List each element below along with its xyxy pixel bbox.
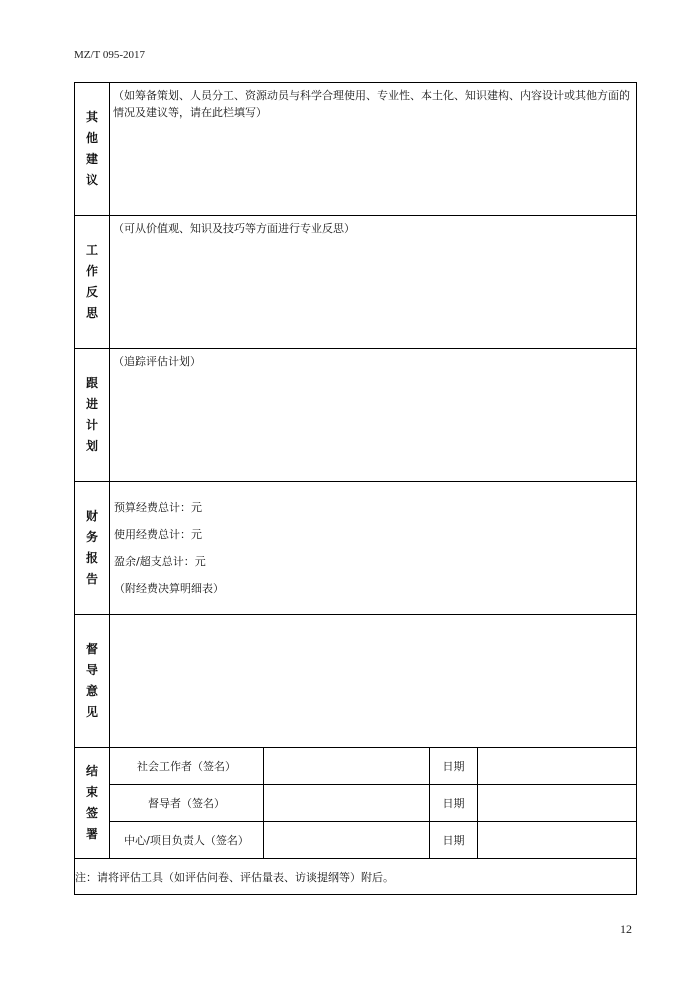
closing-signatures-label: 结 束 签 署 xyxy=(75,748,110,859)
attachment-note-text: 注：请将评估工具（如评估问卷、评估量表、访谈提纲等）附后。 xyxy=(75,859,637,895)
social-worker-sign-label: 社会工作者（签名） xyxy=(110,748,264,785)
follow-up-plan-label: 跟 进 计 划 xyxy=(75,349,110,482)
work-reflection-prompt: （可从价值观、知识及技巧等方面进行专业反思） xyxy=(113,222,355,235)
budget-total-line: 预算经费总计：元 xyxy=(114,501,202,514)
signature-row-social-worker xyxy=(75,748,637,785)
note-row xyxy=(75,859,637,895)
project-lead-date-label: 日期 xyxy=(430,822,478,859)
standard-code: MZ/T 095-2017 xyxy=(74,49,145,61)
social-worker-date-field[interactable] xyxy=(478,748,637,785)
supervisor-date-label: 日期 xyxy=(430,785,478,822)
other-suggestions-row xyxy=(75,83,637,216)
other-suggestions-prompt: （如筹备策划、人员分工、资源动员与科学合理使用、专业性、本土化、知识建构、内容设计或其他方面的情况及建议等，请在此栏填写） xyxy=(113,89,630,119)
used-total-line: 使用经费总计：元 xyxy=(114,528,202,541)
supervisor-sign-label: 督导者（签名） xyxy=(110,785,264,822)
page-number: 12 xyxy=(620,922,632,936)
signature-row-project-lead xyxy=(75,822,637,859)
surplus-total-line: 盈余/超支总计：元 xyxy=(114,555,206,568)
follow-up-plan-prompt: （追踪评估计划） xyxy=(113,355,201,368)
social-worker-date-label: 日期 xyxy=(430,748,478,785)
follow-up-plan-field[interactable] xyxy=(110,349,637,482)
attachment-note: （附经费决算明细表） xyxy=(114,582,224,595)
supervisor-signature-field[interactable] xyxy=(264,785,430,822)
other-suggestions-label: 其 他 建 议 xyxy=(75,83,110,216)
supervisor-opinion-row xyxy=(75,615,637,748)
project-lead-date-field[interactable] xyxy=(478,822,637,859)
supervisor-opinion-label: 督 导 意 见 xyxy=(75,615,110,748)
work-reflection-field[interactable] xyxy=(110,216,637,349)
work-reflection-label: 工 作 反 思 xyxy=(75,216,110,349)
financial-report-label: 财 务 报 告 xyxy=(75,482,110,615)
financial-report-field[interactable] xyxy=(110,482,637,615)
project-lead-signature-field[interactable] xyxy=(264,822,430,859)
work-reflection-row xyxy=(75,216,637,349)
project-lead-sign-label: 中心/项目负责人（签名） xyxy=(110,822,264,859)
supervisor-date-field[interactable] xyxy=(478,785,637,822)
closing-evaluation-form xyxy=(74,82,637,895)
follow-up-plan-row xyxy=(75,349,637,482)
financial-report-row xyxy=(75,482,637,615)
social-worker-signature-field[interactable] xyxy=(264,748,430,785)
signature-row-supervisor xyxy=(75,785,637,822)
other-suggestions-field[interactable] xyxy=(110,83,637,216)
supervisor-opinion-field[interactable] xyxy=(110,615,637,748)
